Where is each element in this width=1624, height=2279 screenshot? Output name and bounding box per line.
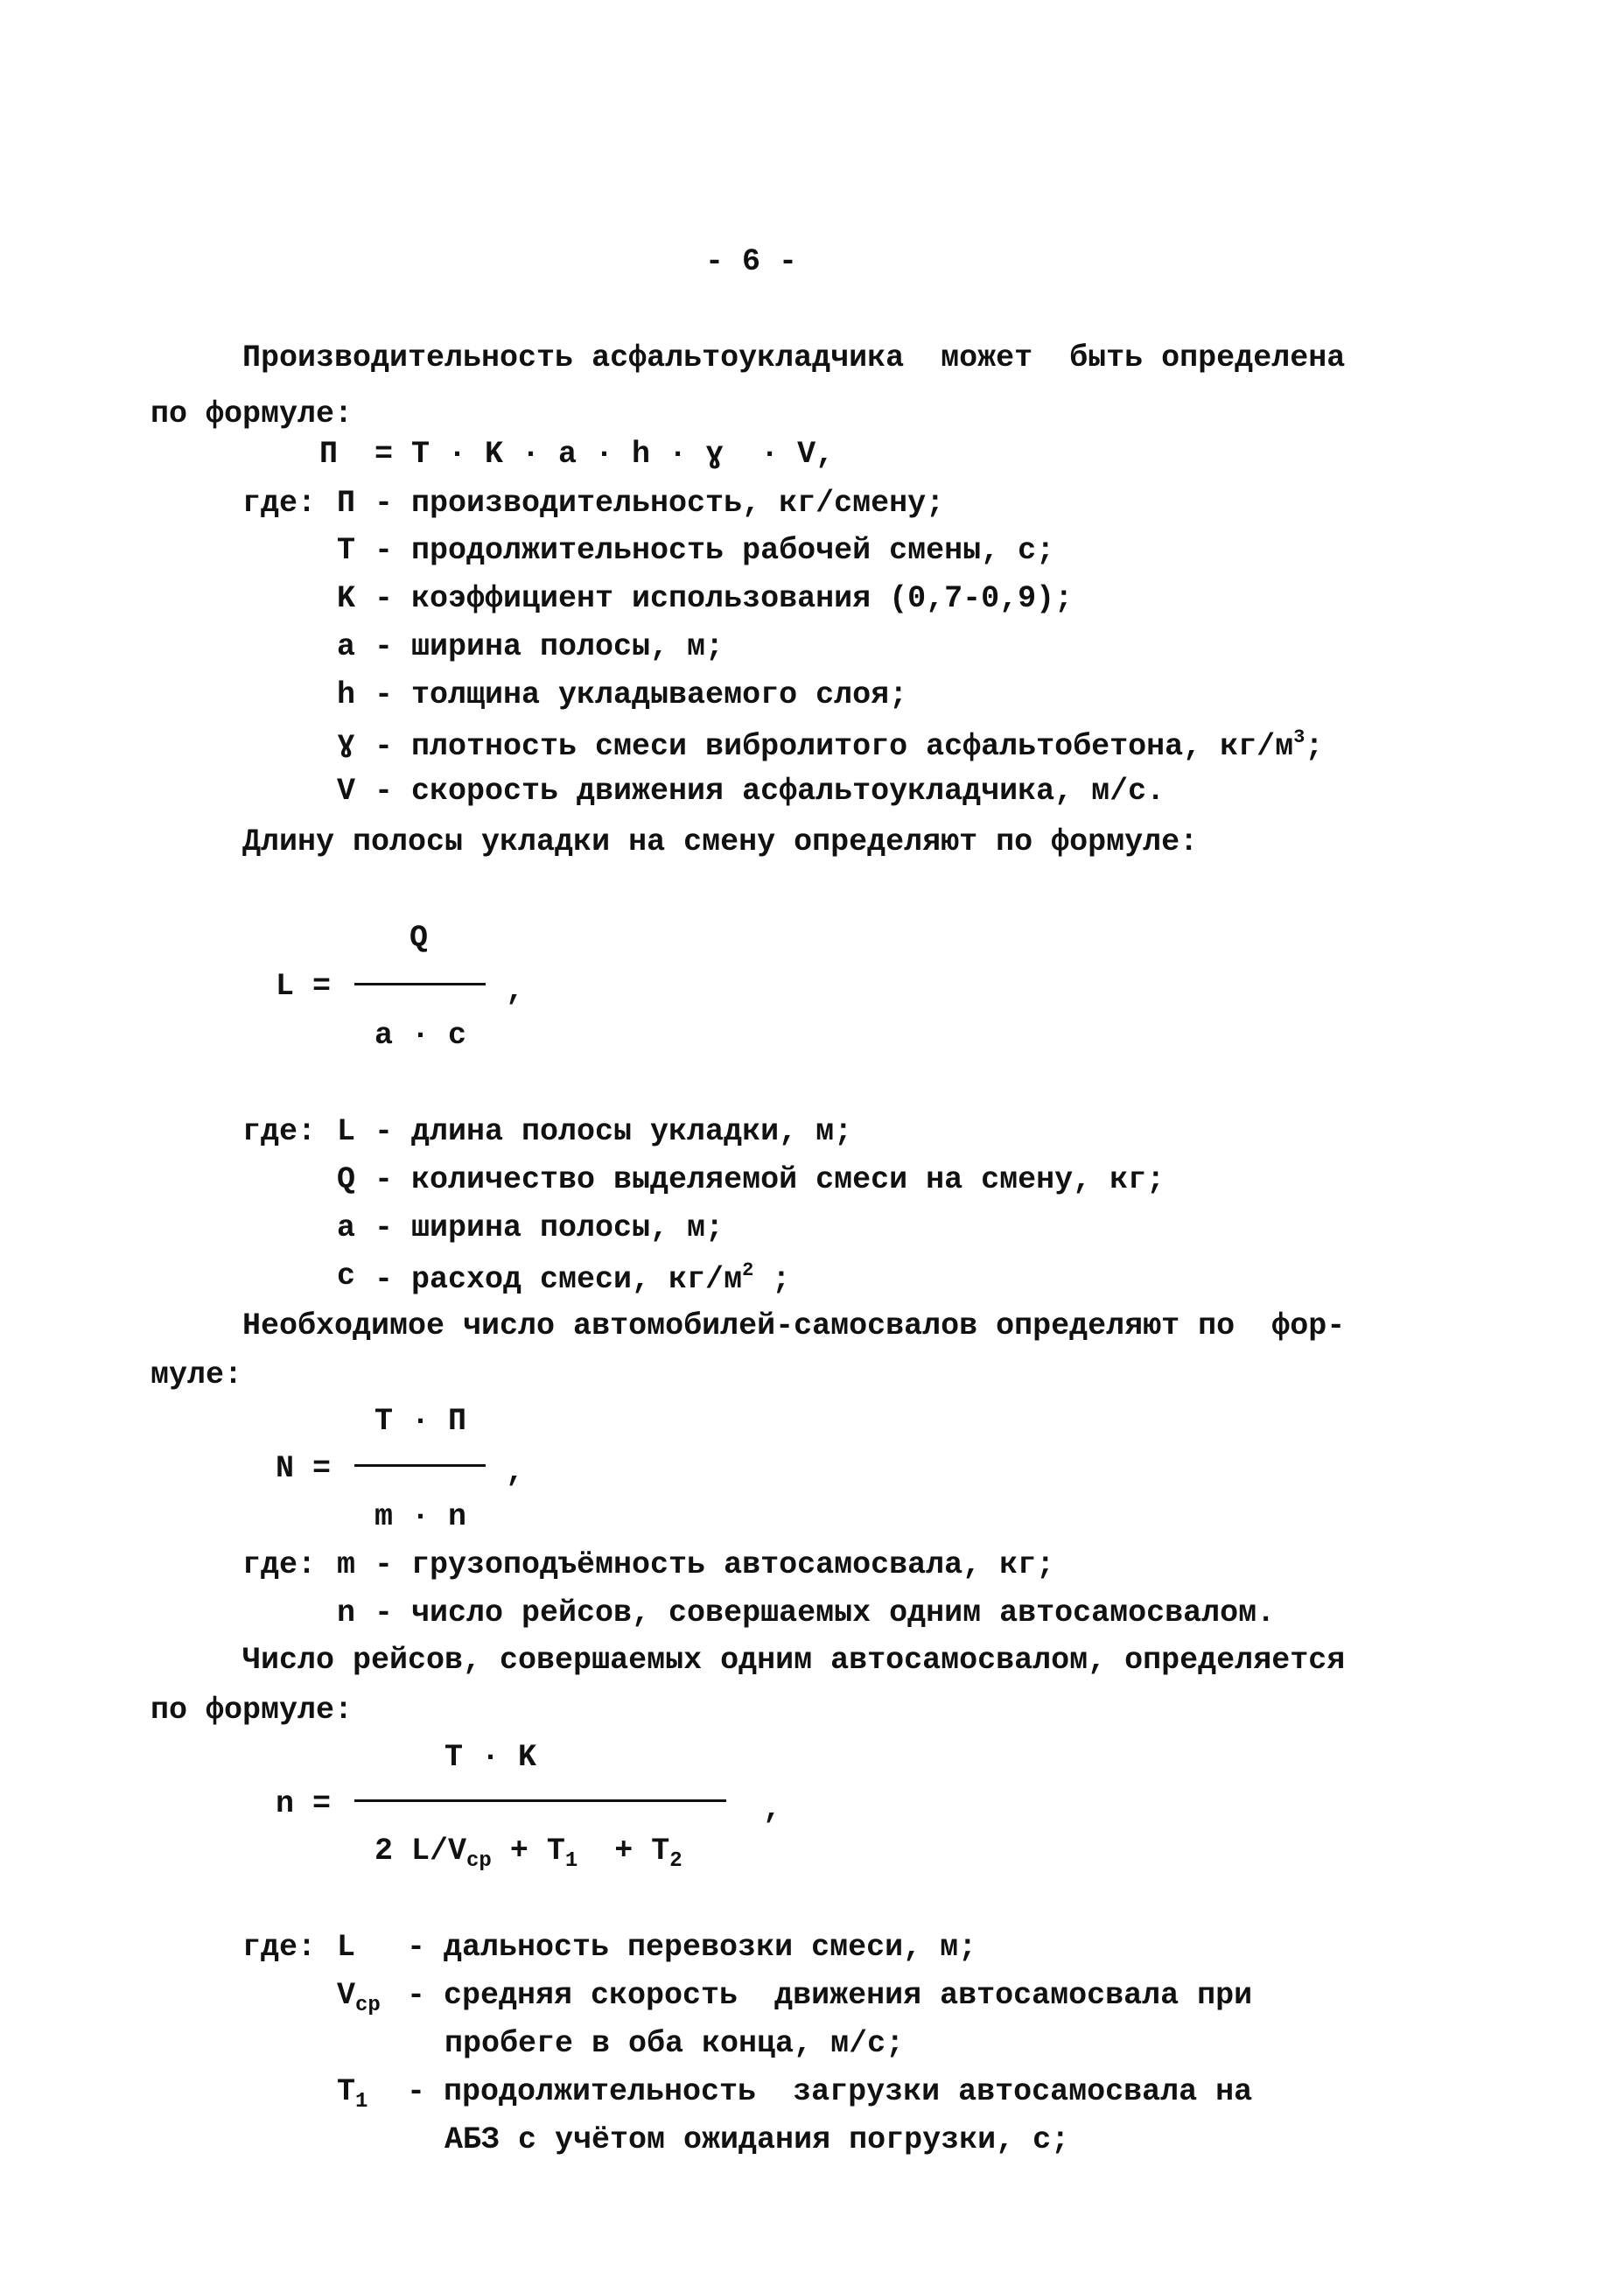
definition: - средняя скорость движения автосамосвала при (407, 1978, 1253, 2013)
formula-trips-comma: , (763, 1792, 782, 1827)
trucks-intro-line-2: муле: (150, 1357, 243, 1392)
formula-n-lhs: N = (276, 1451, 332, 1486)
symbol: L (337, 1930, 356, 1965)
definition: - расход смеси, $кг/м^2$ ; (374, 1259, 791, 1297)
definition: - грузоподъёмность автосамосвала, кг; (374, 1547, 1055, 1582)
symbol: a (337, 629, 356, 664)
definition: - плотность смеси вибролитого асфальтобетона, $кг/м^3$; (374, 726, 1324, 764)
fraction-bar (354, 983, 486, 985)
definition: - продолжительность загрузки автосамосвала на (407, 2074, 1253, 2109)
symbol: c (337, 1259, 356, 1294)
formula-trips-numerator: T · K (444, 1740, 537, 1775)
formula-l-lhs: L = (276, 969, 332, 1004)
where-label: где: (242, 486, 317, 521)
definition-continuation: пробеге в оба конца, м/с; (444, 2026, 905, 2061)
symbol: T (337, 533, 356, 568)
symbol: V (337, 774, 356, 809)
definition: - длина полосы укладки, м; (374, 1114, 853, 1149)
length-intro: Длину полосы укладки на смену определяют по формуле: (242, 824, 1199, 859)
where-label: где: (242, 1930, 317, 1965)
symbol: K (337, 581, 356, 616)
definition: - производительность, кг/смену; (374, 486, 945, 521)
symbol: П (337, 486, 356, 521)
definition: - число рейсов, совершаемых одним автосамосвалом. (374, 1595, 1276, 1630)
where-label: где: (242, 1547, 317, 1582)
definition: - ширина полосы, м; (374, 629, 724, 664)
trips-intro-line-1: Число рейсов, совершаемых одним автосамосвалом, определяется (242, 1643, 1346, 1678)
symbol: h (337, 677, 356, 712)
definition: - коэффициент использования (0,7-0,9); (374, 581, 1074, 616)
formula-n-comma: , (506, 1455, 525, 1490)
formula-n-denominator: m · n (374, 1499, 467, 1534)
definition: - продолжительность рабочей смены, с; (374, 533, 1055, 568)
where-label: где: (242, 1114, 317, 1149)
fraction-bar (354, 1799, 726, 1802)
formula-n-numerator: T · П (374, 1404, 467, 1439)
intro-line-1: Производительность асфальтоукладчика может быть определена (242, 340, 1346, 375)
definition: - скорость движения асфальтоукладчика, м/с. (374, 774, 1166, 809)
definition: - ширина полосы, м; (374, 1210, 724, 1245)
fraction-bar (354, 1464, 486, 1467)
formula-trips-lhs: n = (276, 1786, 332, 1821)
trucks-intro-line-1: Необходимое число автомобилей-самосвалов определяют по фор- (242, 1308, 1346, 1343)
symbol: Q (337, 1162, 356, 1197)
symbol: m (337, 1547, 356, 1582)
formula-l-numerator: Q (410, 921, 429, 956)
symbol: $V_{cp}$ (337, 1978, 381, 2017)
page-number: - 6 - (705, 244, 798, 279)
symbol: a (337, 1210, 356, 1245)
symbol: n (337, 1595, 356, 1630)
formula-l-denominator: a · c (374, 1018, 467, 1053)
definition: - количество выделяемой смеси на смену, кг; (374, 1162, 1166, 1197)
trips-intro-line-2: по формуле: (150, 1693, 354, 1728)
symbol: ɣ (337, 726, 356, 761)
formula-trips-denominator: 2 $L/V_{cp} + T_1 + T_2$ (374, 1834, 682, 1873)
formula-l-comma: , (506, 973, 525, 1008)
formula-productivity: П = T · K · a · h · ɣ · V, (319, 437, 835, 472)
intro-line-2: по формуле: (150, 396, 354, 431)
definition: - толщина укладываемого слоя; (374, 677, 908, 712)
definition: - дальность перевозки смеси, м; (407, 1930, 977, 1965)
definition-continuation: АБЗ с учётом ожидания погрузки, с; (444, 2122, 1070, 2157)
symbol: L (337, 1114, 356, 1149)
symbol: $T_1$ (337, 2074, 368, 2114)
